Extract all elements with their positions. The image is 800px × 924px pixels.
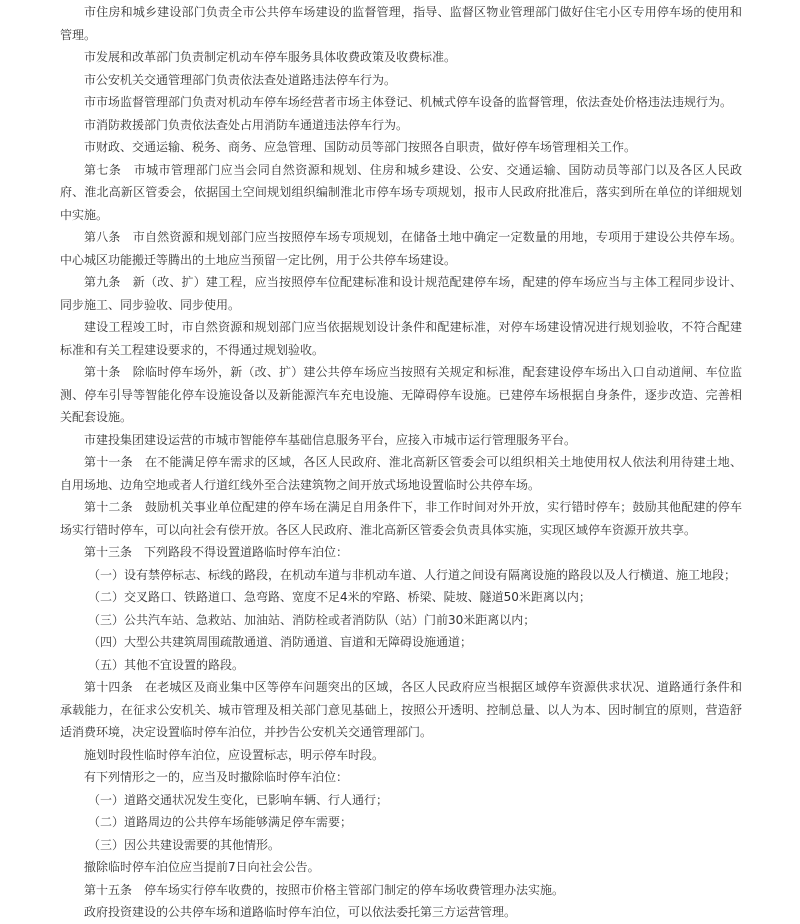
article-14: 第十四条 在老城区及商业集中区等停车问题突出的区域，各区人民政府应当根据区域停车资源供求状况、道路通行条件和承载能力，在征求公安机关、城市管理及相关部门意见基础上，按照公开透明、控制总量、以人为本、因时制宜的原则，营造舒适消费环境，决定设置临时停车泊位，并抄告公安机关交通管理部门。 bbox=[60, 680, 742, 739]
paragraph: 撤除临时停车泊位应当提前7日向社会公告。 bbox=[84, 860, 320, 874]
article-11: 第十一条 在不能满足停车需求的区域，各区人民政府、淮北高新区管委会可以组织相关土地使用权人依法利用待建土地、自用场地、边角空地或者人行道红线外至合法建筑物之间开放式场地设置临时公共停车场。 bbox=[60, 455, 742, 492]
article-10: 第十条 除临时停车场外，新（改、扩）建公共停车场应当按照有关规定和标准，配套建设停车场出入口自动道闸、车位监测、停车引导等智能化停车设施设备以及新能源汽车充电设施、无障碍停车设施。已建停车场根据自身条件，逐步改造、完善相关配套设施。 bbox=[60, 365, 742, 424]
paragraph: 政府投资建设的公共停车场和道路临时停车泊位，可以依法委托第三方运营管理。 bbox=[84, 905, 517, 919]
paragraph: 施划时段性临时停车泊位，应设置标志，明示停车时段。 bbox=[84, 747, 385, 762]
article-15: 第十五条 停车场实行停车收费的，按照市价格主管部门制定的停车场收费管理办法实施。 bbox=[84, 882, 565, 897]
list-item: （三）因公共建设需要的其他情形。 bbox=[88, 837, 281, 852]
paragraph: 市住房和城乡建设部门负责全市公共停车场建设的监督管理，指导、监督区物业管理部门做好住宅小区专用停车场的使用和管理。 bbox=[60, 5, 742, 42]
list-item: （二）道路周边的公共停车场能够满足停车需要； bbox=[88, 815, 353, 829]
paragraph: 市公安机关交通管理部门负责依法查处道路违法停车行为。 bbox=[84, 72, 397, 87]
paragraph: 市市场监督管理部门负责对机动车停车场经营者市场主体登记、机械式停车设备的监督管理，依法查处价格违法违规行为。 bbox=[84, 95, 733, 109]
list-item: （一）道路交通状况发生变化，已影响车辆、行人通行； bbox=[88, 792, 389, 807]
article-12: 第十二条 鼓励机关事业单位配建的停车场在满足自用条件下，非工作时间对外开放，实行错时停车；鼓励其他配建的停车场实行错时停车，可以向社会有偿开放。各区人民政府、淮北高新区管委会负责具体实施，实现区域停车资源开放共享。 bbox=[60, 500, 742, 537]
paragraph: 市发展和改革部门负责制定机动车停车服务具体收费政策及收费标准。 bbox=[84, 50, 457, 64]
paragraph: 建设工程竣工时，市自然资源和规划部门应当依据规划设计条件和配建标准，对停车场建设情况进行规划验收，不符合配建标准和有关工程建设要求的，不得通过规划验收。 bbox=[60, 320, 742, 357]
article-9: 第九条 新（改、扩）建工程，应当按照停车位配建标准和设计规范配建停车场，配建的停车场应当与主体工程同步设计、同步施工、同步验收、同步使用。 bbox=[60, 275, 742, 312]
paragraph: 市建投集团建设运营的市城市智能停车基础信息服务平台，应接入市城市运行管理服务平台。 bbox=[84, 432, 577, 447]
list-item: （一）设有禁停标志、标线的路段，在机动车道与非机动车道、人行道之间设有隔离设施的路段以及人行横道、施工地段； bbox=[88, 567, 737, 582]
article-13: 第十三条 下列路段不得设置道路临时停车泊位： bbox=[84, 545, 349, 559]
list-item: （二）交叉路口、铁路道口、急弯路、宽度不足4米的窄路、桥梁、陡坡、隧道50米距离以内； bbox=[88, 590, 591, 604]
list-item: （四）大型公共建筑周围疏散通道、消防通道、盲道和无障碍设施通道； bbox=[88, 635, 473, 649]
paragraph: 有下列情形之一的，应当及时撤除临时停车泊位： bbox=[84, 770, 349, 784]
paragraph: 市消防救援部门负责依法查处占用消防车通道违法停车行为。 bbox=[84, 117, 409, 132]
list-item: （五）其他不宜设置的路段。 bbox=[88, 657, 245, 672]
list-item: （三）公共汽车站、急救站、加油站、消防栓或者消防队（站）门前30米距离以内； bbox=[88, 612, 536, 627]
article-7: 第七条 市城市管理部门应当会同自然资源和规划、住房和城乡建设、公安、交通运输、国防动员等部门以及各区人民政府、淮北高新区管委会，依据国土空间规划组织编制淮北市停车场专项规划，报市人民政府批准后，落实到所在单位的详细规划中实施。 bbox=[60, 162, 742, 222]
paragraph: 市财政、交通运输、税务、商务、应急管理、国防动员等部门按照各自职责，做好停车场管理相关工作。 bbox=[84, 140, 637, 154]
article-8: 第八条 市自然资源和规划部门应当按照停车场专项规划，在储备土地中确定一定数量的用地，专项用于建设公共停车场。中心城区功能搬迁等腾出的土地应当预留一定比例，用于公共停车场建设。 bbox=[60, 230, 742, 267]
